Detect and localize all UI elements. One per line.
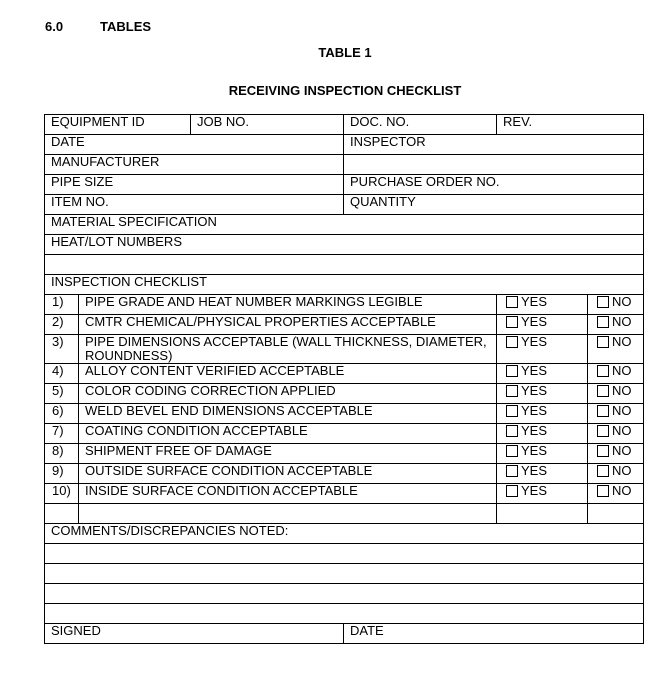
no-checkbox[interactable] [597,445,609,457]
yes-label: YES [521,403,548,418]
form-row [45,235,644,255]
yes-checkbox[interactable] [506,425,518,437]
yes-checkbox[interactable] [506,405,518,417]
signature-date-field[interactable]: DATE [344,624,644,644]
comment-line-row [45,564,644,584]
equipment-id-field[interactable]: EQUIPMENT ID [45,115,191,135]
no-checkbox[interactable] [597,485,609,497]
checklist-item-number: 4) [45,364,79,384]
blank-row[interactable] [45,255,644,275]
blank-cell[interactable] [79,504,497,524]
yes-label: YES [521,443,548,458]
yes-cell [497,295,588,315]
checklist-item-text: PIPE GRADE AND HEAT NUMBER MARKINGS LEGIBLE [79,295,497,315]
no-checkbox[interactable] [597,336,609,348]
doc-no-field[interactable]: DOC. NO. [344,115,497,135]
signed-field[interactable]: SIGNED [45,624,344,644]
checklist-item-text: OUTSIDE SURFACE CONDITION ACCEPTABLE [79,464,497,484]
form-row [45,175,644,195]
item-no-field[interactable]: ITEM NO. [45,195,344,215]
checklist-row [45,484,644,504]
checklist-item-text: CMTR CHEMICAL/PHYSICAL PROPERTIES ACCEPTABLE [79,315,497,335]
checklist-item-text: INSIDE SURFACE CONDITION ACCEPTABLE [79,484,497,504]
yes-label: YES [521,334,548,349]
manufacturer-field[interactable]: MANUFACTURER [45,155,344,175]
no-label: NO [612,403,632,418]
no-label: NO [612,443,632,458]
yes-cell [497,484,588,504]
checklist-row [45,404,644,424]
blank-cell[interactable] [45,504,79,524]
checklist-row [45,364,644,384]
date-field[interactable]: DATE [45,135,344,155]
yes-cell [497,315,588,335]
comment-line-row [45,584,644,604]
no-checkbox[interactable] [597,296,609,308]
checklist-item-number: 5) [45,384,79,404]
job-no-field[interactable]: JOB NO. [191,115,344,135]
signature-row [45,624,644,644]
checklist-item-text: ALLOY CONTENT VERIFIED ACCEPTABLE [79,364,497,384]
checklist-item-text: COATING CONDITION ACCEPTABLE [79,424,497,444]
yes-cell [497,444,588,464]
yes-cell [497,424,588,444]
quantity-field[interactable]: QUANTITY [344,195,644,215]
yes-label: YES [521,363,548,378]
form-row [45,135,644,155]
manufacturer-value-blank[interactable] [344,155,644,175]
comments-row [45,524,644,544]
checklist-row [45,424,644,444]
no-cell [588,444,644,464]
checklist-item-number: 10) [45,484,79,504]
comment-line[interactable] [45,604,644,624]
no-checkbox[interactable] [597,316,609,328]
yes-label: YES [521,383,548,398]
comments-label: COMMENTS/DISCREPANCIES NOTED: [45,524,644,544]
no-label: NO [612,363,632,378]
yes-checkbox[interactable] [506,485,518,497]
checklist-item-number: 9) [45,464,79,484]
yes-checkbox[interactable] [506,316,518,328]
table-number: TABLE 1 [318,45,372,60]
checklist-item-text: PIPE DIMENSIONS ACCEPTABLE (WALL THICKNESS, DIAMETER, ROUNDNESS) [79,335,497,364]
checklist-item-text: SHIPMENT FREE OF DAMAGE [79,444,497,464]
yes-label: YES [521,423,548,438]
no-checkbox[interactable] [597,465,609,477]
checklist-item-text: WELD BEVEL END DIMENSIONS ACCEPTABLE [79,404,497,424]
checklist-item-text: COLOR CODING CORRECTION APPLIED [79,384,497,404]
checklist-item-number: 1) [45,295,79,315]
comment-line[interactable] [45,564,644,584]
checklist-item-number: 2) [45,315,79,335]
no-cell [588,384,644,404]
checklist-row [45,295,644,315]
yes-checkbox[interactable] [506,365,518,377]
checklist-row [45,384,644,404]
checklist-row [45,444,644,464]
yes-cell [497,464,588,484]
no-cell [588,484,644,504]
checklist-item-number: 8) [45,444,79,464]
checklist-row [45,315,644,335]
form-row [45,195,644,215]
form-row [45,255,644,275]
heat-lot-numbers-field[interactable]: HEAT/LOT NUMBERS [45,235,644,255]
no-cell [588,335,644,364]
yes-checkbox[interactable] [506,465,518,477]
comment-line[interactable] [45,544,644,564]
no-cell [588,404,644,424]
inspector-field[interactable]: INSPECTOR [344,135,644,155]
form-row [45,115,644,135]
inspection-form-table [44,114,644,644]
no-checkbox[interactable] [597,365,609,377]
checklist-item-number: 7) [45,424,79,444]
no-label: NO [612,463,632,478]
comment-line-row [45,604,644,624]
form-row [45,155,644,175]
no-label: NO [612,423,632,438]
yes-label: YES [521,463,548,478]
purchase-order-field[interactable]: PURCHASE ORDER NO. [344,175,644,195]
yes-checkbox[interactable] [506,445,518,457]
checklist-row [45,335,644,364]
section-heading [45,19,151,34]
checklist-heading: INSPECTION CHECKLIST [45,275,644,295]
no-label: NO [612,314,632,329]
no-label: NO [612,383,632,398]
checklist-item-number: 6) [45,404,79,424]
checklist-row-blank [45,504,644,524]
yes-label: YES [521,483,548,498]
no-cell [588,424,644,444]
yes-cell [497,384,588,404]
table-title: RECEIVING INSPECTION CHECKLIST [228,83,462,98]
blank-cell[interactable] [497,504,588,524]
material-specification-field[interactable]: MATERIAL SPECIFICATION [45,215,644,235]
yes-cell [497,404,588,424]
comment-line[interactable] [45,584,644,604]
no-label: NO [612,294,632,309]
checklist-item-number: 3) [45,335,79,364]
yes-checkbox[interactable] [506,296,518,308]
no-checkbox[interactable] [597,425,609,437]
yes-checkbox[interactable] [506,385,518,397]
rev-field[interactable]: REV. [497,115,644,135]
section-title: TABLES [100,19,152,34]
no-checkbox[interactable] [597,405,609,417]
yes-checkbox[interactable] [506,336,518,348]
no-cell [588,464,644,484]
checklist-row [45,464,644,484]
pipe-size-field[interactable]: PIPE SIZE [45,175,344,195]
no-label: NO [612,334,632,349]
no-label: NO [612,483,632,498]
no-cell [588,295,644,315]
form-row [45,215,644,235]
no-checkbox[interactable] [597,385,609,397]
comment-line-row [45,544,644,564]
no-cell [588,364,644,384]
section-number: 6.0 [45,19,64,34]
yes-label: YES [521,294,548,309]
yes-label: YES [521,314,548,329]
blank-cell[interactable] [588,504,644,524]
yes-cell [497,335,588,364]
form-row [45,275,644,295]
no-cell [588,315,644,335]
yes-cell [497,364,588,384]
